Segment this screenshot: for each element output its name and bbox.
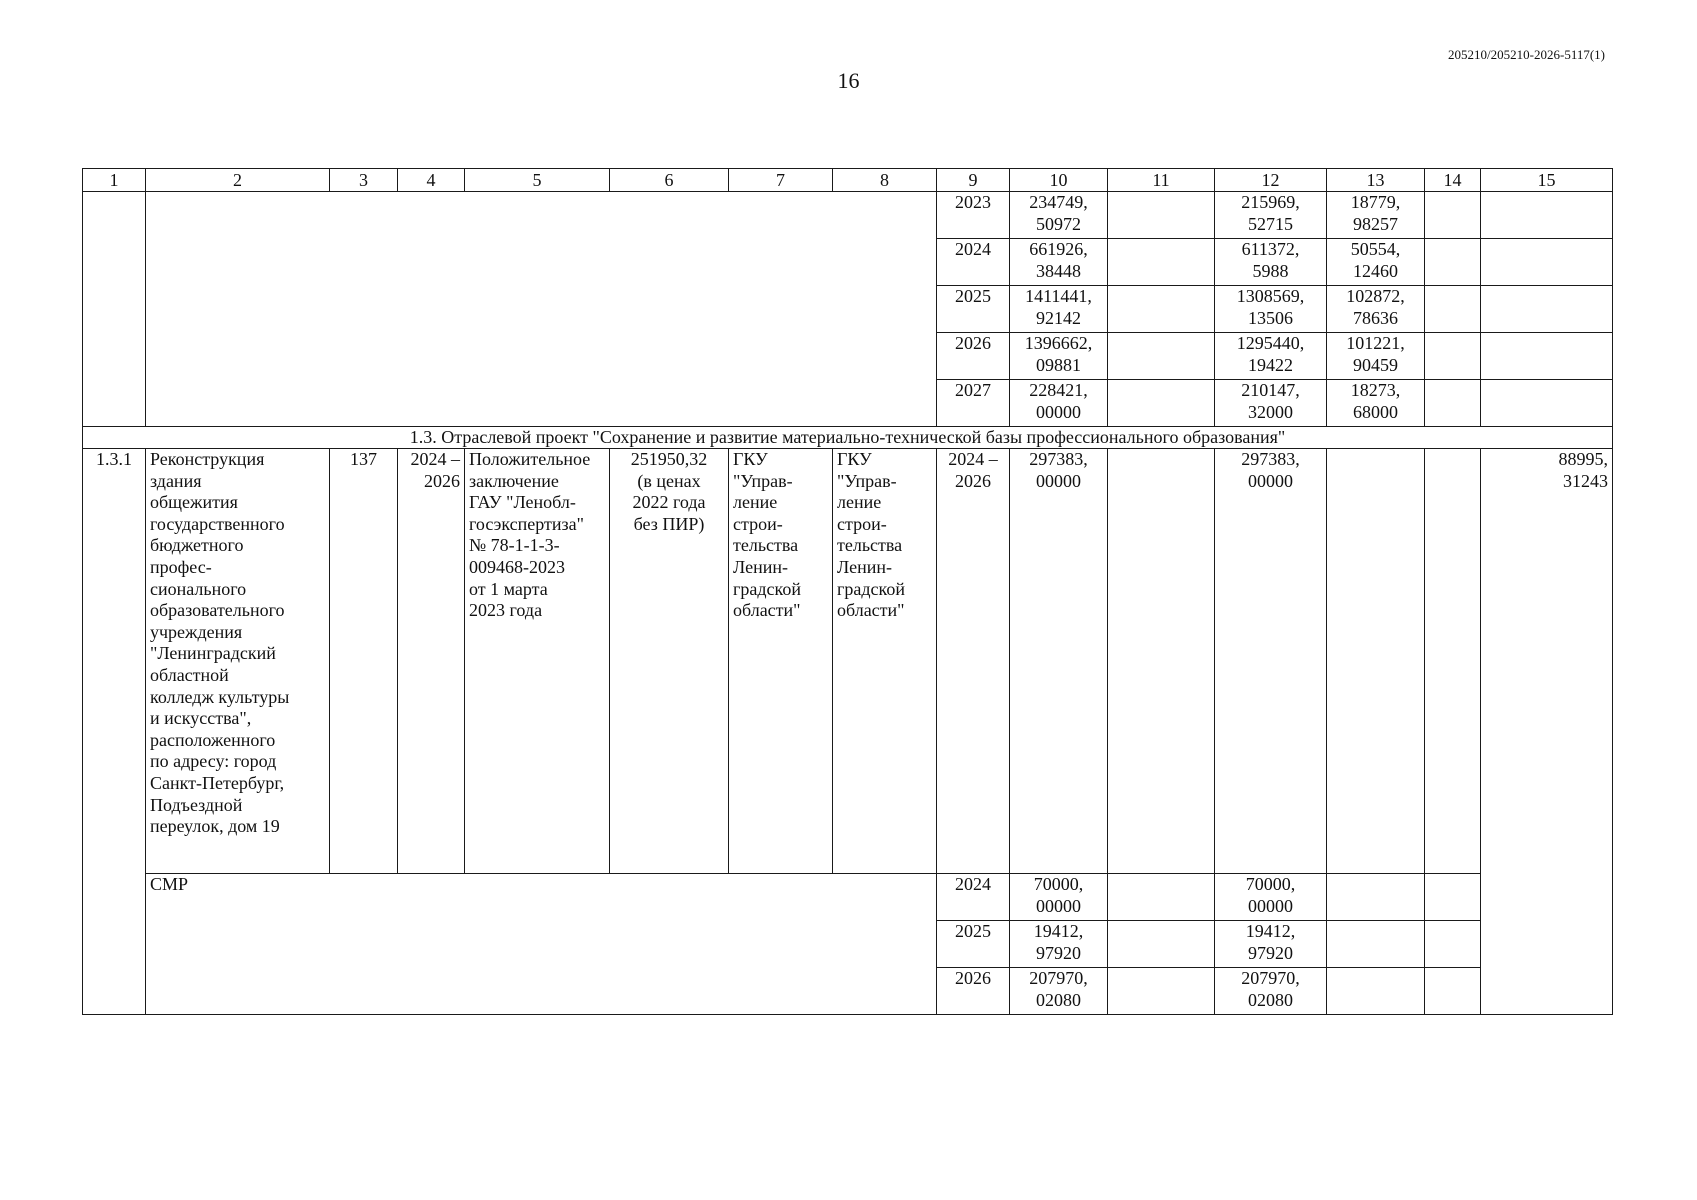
page-number: 16 — [837, 68, 860, 93]
value-cell: 18779, 98257 — [1327, 192, 1425, 239]
year-cell: 2025 — [937, 286, 1010, 333]
cell-empty — [1481, 192, 1613, 239]
cell-empty — [1108, 874, 1215, 921]
cell-empty — [1425, 286, 1481, 333]
project-c3: 137 — [330, 449, 398, 874]
col-header: 11 — [1108, 169, 1215, 192]
value-cell: 207970, 02080 — [1215, 968, 1327, 1015]
cell-empty — [1108, 449, 1215, 874]
col-header: 14 — [1425, 169, 1481, 192]
cell-empty — [83, 192, 146, 427]
year-cell: 2024 — [937, 874, 1010, 921]
project-total: 297383, 00000 — [1010, 449, 1108, 874]
cell-empty — [1425, 239, 1481, 286]
col-header: 12 — [1215, 169, 1327, 192]
col-header: 4 — [398, 169, 465, 192]
col-header: 9 — [937, 169, 1010, 192]
col-header: 7 — [729, 169, 833, 192]
project-row — [83, 449, 1613, 874]
cell-empty — [1425, 921, 1481, 968]
cell-empty — [1327, 874, 1425, 921]
cell-empty — [1425, 968, 1481, 1015]
cell-empty — [1108, 333, 1215, 380]
document-id: 205210/205210-2026-5117(1) — [1448, 47, 1605, 62]
cell-empty — [1425, 449, 1481, 874]
col-header: 1 — [83, 169, 146, 192]
col-header: 13 — [1327, 169, 1425, 192]
table-row — [83, 874, 1613, 921]
value-cell: 228421, 00000 — [1010, 380, 1108, 427]
value-cell: 611372, 5988 — [1215, 239, 1327, 286]
value-cell: 1308569, 13506 — [1215, 286, 1327, 333]
year-cell: 2027 — [937, 380, 1010, 427]
cell-empty — [1327, 968, 1425, 1015]
value-cell: 18273, 68000 — [1327, 380, 1425, 427]
value-cell: 207970, 02080 — [1010, 968, 1108, 1015]
cell-empty — [1425, 192, 1481, 239]
project-cost: 251950,32 (в ценах 2022 года без ПИР) — [610, 449, 729, 874]
value-cell: 101221, 90459 — [1327, 333, 1425, 380]
year-cell: 2026 — [937, 968, 1010, 1015]
project-years: 2024 – 2026 — [937, 449, 1010, 874]
project-period: 2024 – 2026 — [398, 449, 465, 874]
project-number: 1.3.1 — [83, 449, 146, 1015]
smr-label: СМР — [146, 874, 937, 1015]
value-cell: 661926, 38448 — [1010, 239, 1108, 286]
year-cell: 2026 — [937, 333, 1010, 380]
cell-empty — [1108, 286, 1215, 333]
cell-empty — [1481, 286, 1613, 333]
col-header: 6 — [610, 169, 729, 192]
col-header: 3 — [330, 169, 398, 192]
cell-empty — [1481, 333, 1613, 380]
year-cell: 2025 — [937, 921, 1010, 968]
budget-table — [82, 168, 1613, 1015]
project-name: Реконструкция здания общежития государственного бюджетного профес- сионального образовательного учреждения "Ленинградский областной колледж культуры и искусства", расположенного по адресу: город Санкт-Петербург, Подъездной переулок, дом 19 — [146, 449, 330, 874]
cell-empty — [1108, 239, 1215, 286]
cell-empty — [1425, 874, 1481, 921]
cell-empty — [1108, 921, 1215, 968]
value-cell: 1295440, 19422 — [1215, 333, 1327, 380]
cell-empty — [1481, 380, 1613, 427]
project-customer: ГКУ "Управ- ление строи- тельства Ленин- градской области" — [729, 449, 833, 874]
section-row — [83, 427, 1613, 449]
project-c12: 297383, 00000 — [1215, 449, 1327, 874]
project-contractor: ГКУ "Управ- ление строи- тельства Ленин- градской области" — [833, 449, 937, 874]
value-cell: 70000, 00000 — [1010, 874, 1108, 921]
year-cell: 2023 — [937, 192, 1010, 239]
table-row — [83, 192, 1613, 239]
cell-empty — [1327, 449, 1425, 874]
value-cell: 19412, 97920 — [1215, 921, 1327, 968]
project-expertise: Положительное заключение ГАУ "Ленобл- госэкспертиза" № 78-1-1-3- 009468-2023 от 1 марта 2023 года — [465, 449, 610, 874]
year-cell: 2024 — [937, 239, 1010, 286]
value-cell: 50554, 12460 — [1327, 239, 1425, 286]
cell-empty — [1425, 380, 1481, 427]
value-cell: 234749, 50972 — [1010, 192, 1108, 239]
value-cell: 215969, 52715 — [1215, 192, 1327, 239]
value-cell: 1411441, 92142 — [1010, 286, 1108, 333]
cell-empty — [1108, 192, 1215, 239]
col-header: 8 — [833, 169, 937, 192]
col-header: 2 — [146, 169, 330, 192]
cell-empty — [1425, 333, 1481, 380]
cell-empty — [1327, 921, 1425, 968]
project-c15: 88995, 31243 — [1481, 449, 1613, 1015]
cell-empty — [146, 192, 937, 427]
column-number-row — [83, 169, 1613, 192]
value-cell: 102872, 78636 — [1327, 286, 1425, 333]
cell-empty — [1481, 239, 1613, 286]
col-header: 15 — [1481, 169, 1613, 192]
value-cell: 70000, 00000 — [1215, 874, 1327, 921]
cell-empty — [1108, 968, 1215, 1015]
section-title: 1.3. Отраслевой проект "Сохранение и развитие материально-технической базы профессионального образования" — [83, 427, 1613, 449]
value-cell: 210147, 32000 — [1215, 380, 1327, 427]
value-cell: 19412, 97920 — [1010, 921, 1108, 968]
col-header: 5 — [465, 169, 610, 192]
value-cell: 1396662, 09881 — [1010, 333, 1108, 380]
col-header: 10 — [1010, 169, 1108, 192]
cell-empty — [1108, 380, 1215, 427]
